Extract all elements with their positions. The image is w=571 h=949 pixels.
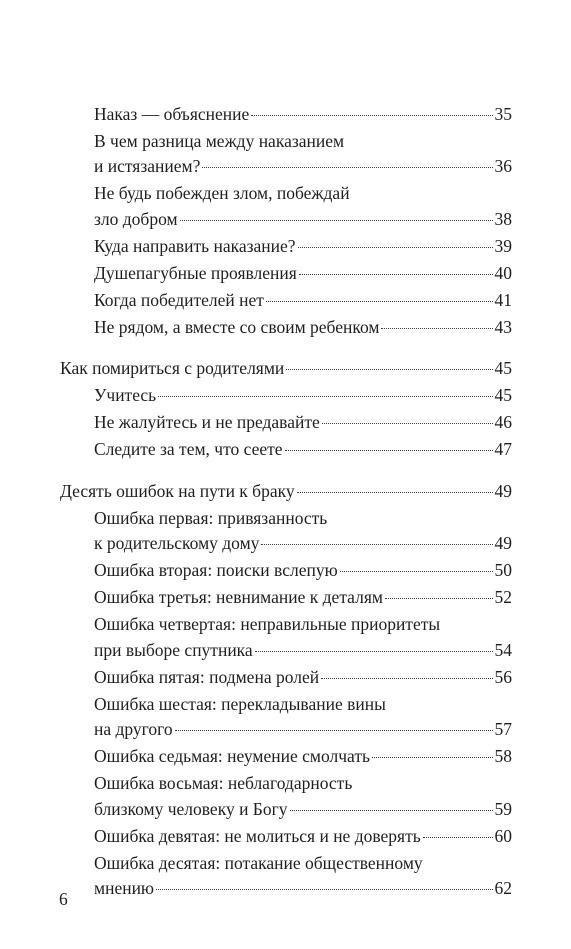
dot-leader (156, 889, 492, 890)
toc-entry (94, 261, 512, 287)
toc-entry-page-number: 60 (494, 825, 512, 846)
toc-entry-title: при выборе спутника (94, 639, 253, 660)
toc-entry (94, 288, 512, 314)
toc-entry-row (94, 261, 512, 287)
toc-entry-row (94, 717, 512, 743)
toc-entry (94, 234, 512, 260)
toc-entry (94, 585, 512, 611)
dot-leader (322, 423, 493, 424)
dot-leader (266, 301, 493, 302)
toc-entry-row (94, 665, 512, 691)
toc-entry-title: Следите за тем, что сеете (94, 439, 283, 459)
toc-entry-page-number: 49 (494, 480, 512, 501)
toc-entry-title: к родительскому дому (94, 533, 260, 553)
toc-entry-page-number: 36 (494, 156, 512, 176)
toc-entry-row (94, 437, 512, 463)
toc-entry-title: Ошибка девятая: не молиться и не доверять (94, 825, 421, 846)
toc-entry-title: мнению (94, 878, 155, 898)
dot-leader (340, 571, 493, 572)
toc-entry-row (94, 558, 512, 584)
toc-entry-title: на другого (94, 719, 173, 739)
toc-entry-page-number: 58 (494, 746, 512, 766)
toc-entry-title-line: Не будь побежден злом, побеждай (94, 183, 350, 203)
toc-entry (94, 410, 512, 436)
toc-entry (94, 665, 512, 691)
toc-entry-title: Десять ошибок на пути к браку (60, 480, 295, 501)
toc-entry-row (94, 383, 512, 409)
toc-entry-title: Когда победителей нет (94, 289, 264, 310)
toc-entry-page-number: 50 (494, 560, 512, 580)
toc-entry-title: Ошибка вторая: поиски вслепую (94, 560, 338, 580)
toc-entry-page-number: 56 (494, 666, 512, 687)
toc-entry-title: Не жалуйтесь и не предавайте (94, 412, 320, 432)
toc-entry-page-number: 43 (494, 316, 512, 337)
toc-entry-page-number: 57 (494, 719, 512, 739)
toc-section-entry (60, 479, 512, 505)
toc-entry (94, 771, 512, 822)
toc-entry-row (94, 315, 512, 341)
toc-entry-row (94, 154, 512, 180)
toc-entry-title: Не рядом, а вместе со своим ребенком (94, 316, 380, 337)
dot-leader (261, 544, 492, 545)
dot-leader (321, 678, 492, 679)
toc-entry-title-line: Ошибка первая: привязанность (94, 507, 328, 528)
dot-leader (202, 167, 492, 168)
toc-entry-title: зло добром (94, 208, 178, 229)
toc-entry-page-number: 39 (494, 235, 512, 256)
toc-section-entry (60, 356, 512, 382)
dot-leader (286, 369, 492, 370)
toc-entry (94, 824, 512, 850)
toc-entry-page-number: 45 (494, 358, 512, 378)
toc-entry-page-number: 41 (494, 289, 512, 310)
toc-entry-title: Ошибка пятая: подмена ролей (94, 666, 320, 687)
toc-entry-page-number: 52 (494, 587, 512, 607)
dot-leader (180, 220, 493, 221)
dot-leader (298, 247, 493, 248)
toc-entry-row (94, 410, 512, 436)
toc-entry-title: Как помириться с родителями (60, 358, 285, 378)
toc-entry (94, 692, 512, 743)
toc-entry-row (94, 876, 512, 902)
dot-leader (381, 328, 492, 329)
toc-entry (94, 181, 512, 232)
toc-entry (94, 744, 512, 770)
toc-entry (94, 851, 512, 902)
toc-entry (94, 383, 512, 409)
toc-entry-row (94, 638, 512, 664)
toc-entry-row (94, 797, 512, 823)
toc-entry-row (94, 824, 512, 850)
toc-entry-title-line: В чем разница между наказанием (94, 130, 345, 151)
dot-leader (299, 274, 493, 275)
toc-entry-page-number: 46 (494, 412, 512, 432)
toc-entry-row (60, 356, 512, 382)
table-of-contents (0, 100, 571, 902)
toc-entry-page-number: 40 (494, 262, 512, 283)
toc-entry-page-number: 54 (494, 639, 512, 660)
toc-entry-title: Ошибка третья: невнимание к деталям (94, 587, 383, 607)
toc-entry-title-line: Ошибка четвертая: неправильные приоритеты (94, 614, 441, 634)
toc-entry-row (94, 102, 512, 128)
page-number: 6 (59, 889, 68, 909)
dot-leader (372, 757, 493, 758)
toc-entry (94, 612, 512, 663)
toc-entry-page-number: 45 (494, 385, 512, 405)
toc-entry-title: Учитесь (94, 385, 157, 405)
toc-entry-page-number: 38 (494, 208, 512, 229)
toc-entry-row (94, 234, 512, 260)
toc-entry-row (60, 479, 512, 505)
toc-entry-page-number: 59 (494, 798, 512, 819)
toc-entry-row (94, 744, 512, 770)
dot-leader (158, 396, 492, 397)
toc-entry (94, 129, 512, 180)
dot-leader (255, 651, 493, 652)
toc-entry-title: и истязанием? (94, 156, 201, 176)
dot-leader (251, 115, 492, 116)
toc-entry (94, 558, 512, 584)
toc-entry (94, 506, 512, 557)
toc-entry (94, 315, 512, 341)
toc-entry (94, 437, 512, 463)
toc-entry-page-number: 47 (494, 439, 512, 459)
toc-entry-row (94, 531, 512, 557)
toc-entry-page-number: 35 (494, 103, 512, 124)
dot-leader (297, 492, 493, 493)
toc-entry-title-line: Ошибка шестая: перекладывание вины (94, 693, 386, 714)
toc-entry-row (94, 288, 512, 314)
toc-entry-title-line: Ошибка десятая: потакание общественному (94, 852, 423, 873)
toc-entry-row (94, 585, 512, 611)
toc-entry-title: Ошибка седьмая: неумение смолчать (94, 746, 370, 766)
dot-leader (175, 730, 493, 731)
toc-entry-title: Наказ — объяснение (94, 103, 250, 124)
toc-entry (94, 102, 512, 128)
toc-entry-page-number: 62 (494, 878, 512, 898)
toc-entry-title: Куда направить наказание? (94, 235, 296, 256)
toc-entry-row (94, 207, 512, 233)
dot-leader (385, 598, 493, 599)
dot-leader (285, 450, 493, 451)
toc-entry-title-line: Ошибка восьмая: неблагодарность (94, 773, 353, 793)
dot-leader (290, 810, 493, 811)
dot-leader (423, 837, 493, 838)
toc-entry-title: Душепагубные проявления (94, 262, 297, 283)
toc-entry-page-number: 49 (494, 533, 512, 553)
toc-entry-title: близкому человеку и Богу (94, 798, 288, 819)
